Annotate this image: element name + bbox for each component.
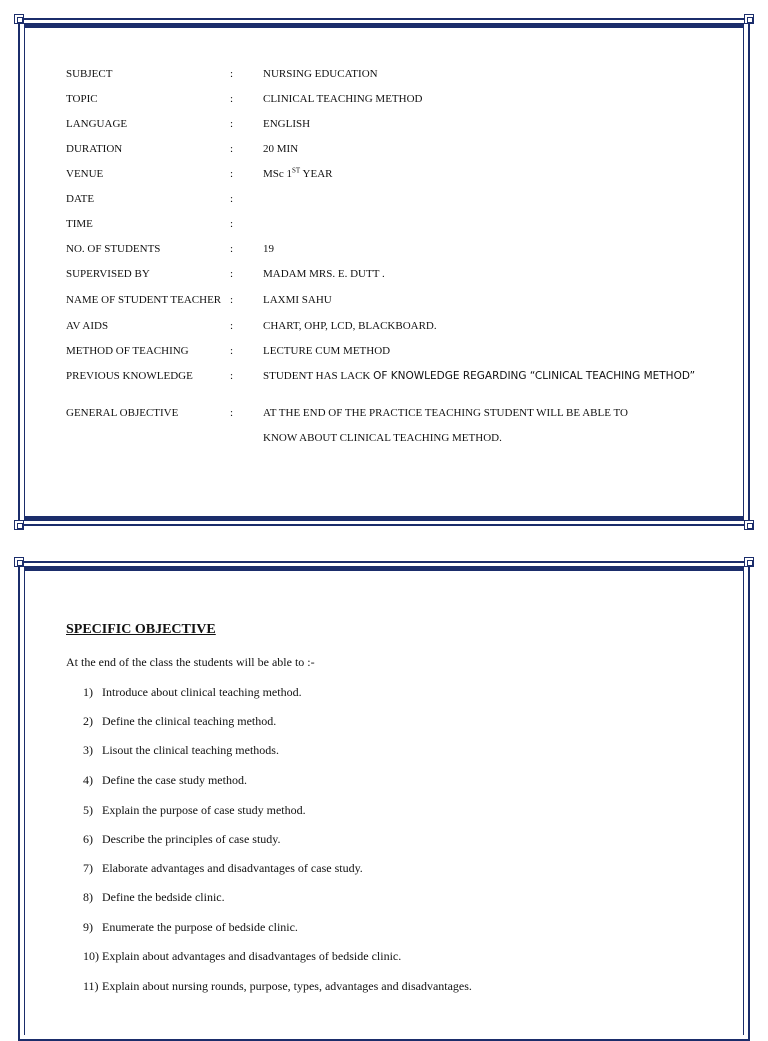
list-item-number: 1) (83, 685, 93, 699)
list-item-number: 8) (83, 890, 93, 904)
row-label: VENUE (66, 168, 104, 180)
previous-knowledge-value-part2: OF KNOWLEDGE REGARDING “CLINICAL TEACHING METHOD” (373, 370, 696, 382)
list-item-text: Explain about advantages and disadvantages of bedside clinic. (102, 949, 402, 963)
frame-corner-ornament (14, 520, 24, 530)
list-item (83, 832, 281, 847)
row-colon: : (230, 268, 234, 280)
row-label: DURATION (66, 143, 123, 155)
row-label: TOPIC (66, 93, 98, 105)
list-item-number: 7) (83, 861, 93, 875)
previous-knowledge-value-part1: STUDENT HAS LACK (263, 370, 374, 382)
list-item-number: 9) (83, 920, 93, 934)
row-label: TIME (66, 218, 93, 230)
row-label: METHOD OF TEACHING (66, 345, 189, 357)
venue-value-main: MSc 1 (263, 168, 293, 180)
list-item-text: Explain the purpose of case study method. (102, 803, 306, 817)
list-item (83, 979, 472, 994)
list-item (83, 685, 302, 700)
row-label: DATE (66, 193, 95, 205)
row-colon: : (230, 143, 234, 155)
frame-corner-ornament (14, 557, 24, 567)
list-item-text: Define the case study method. (102, 773, 247, 787)
row-colon: : (230, 320, 234, 332)
row-general-objective (20, 405, 748, 444)
row-value (263, 368, 695, 384)
list-item-text: Explain about nursing rounds, purpose, types, advantages and disadvantages. (102, 979, 472, 993)
row-student-teacher (20, 292, 748, 308)
row-previous-knowledge (20, 368, 748, 384)
section-intro: At the end of the class the students will be able to :- (66, 655, 315, 669)
row-value (263, 166, 333, 182)
row-colon: : (230, 193, 234, 205)
list-item-text: Enumerate the purpose of bedside clinic. (102, 920, 298, 934)
row-value: NURSING EDUCATION (263, 68, 378, 80)
list-item-text: Describe the principles of case study. (102, 832, 281, 846)
row-value: ENGLISH (263, 118, 311, 130)
row-duration (20, 141, 748, 157)
frame-corner-ornament (744, 557, 754, 567)
row-label: SUPERVISED BY (66, 268, 150, 280)
row-venue (20, 166, 748, 182)
row-av-aids (20, 318, 748, 334)
row-value-line1: AT THE END OF THE PRACTICE TEACHING STUDENT WILL BE ABLE TO (263, 407, 628, 419)
row-colon: : (230, 118, 234, 130)
list-item-text: Define the clinical teaching method. (102, 714, 277, 728)
row-supervised-by (20, 266, 748, 282)
frame-top-bar (24, 23, 744, 28)
list-item-number: 5) (83, 803, 93, 817)
section-title: SPECIFIC OBJECTIVE (66, 622, 216, 637)
row-no-of-students (20, 241, 748, 257)
row-label: SUBJECT (66, 68, 113, 80)
list-item (83, 773, 247, 788)
row-colon: : (230, 294, 234, 306)
frame-corner-ornament (744, 14, 754, 24)
list-item-text: Lisout the clinical teaching methods. (102, 743, 279, 757)
list-item (83, 949, 401, 964)
list-item (83, 743, 279, 758)
list-item-text: Elaborate advantages and disadvantages of case study. (102, 861, 363, 875)
row-label: PREVIOUS KNOWLEDGE (66, 370, 193, 382)
row-colon: : (230, 93, 234, 105)
row-method-of-teaching (20, 343, 748, 359)
row-time (20, 216, 748, 232)
row-label: NO. OF STUDENTS (66, 243, 161, 255)
venue-value-superscript: ST (292, 166, 301, 175)
row-label: NAME OF STUDENT TEACHER (66, 294, 222, 306)
row-date (20, 191, 748, 207)
list-item-number: 2) (83, 714, 93, 728)
list-item-number: 10) (83, 949, 99, 963)
venue-value-suffix: YEAR (300, 168, 333, 180)
list-item (83, 920, 298, 935)
row-colon: : (230, 243, 234, 255)
list-item (83, 890, 225, 905)
list-item (83, 714, 276, 729)
row-colon: : (230, 168, 234, 180)
row-value: LECTURE CUM METHOD (263, 345, 391, 357)
row-colon: : (230, 407, 234, 419)
row-language (20, 116, 748, 132)
frame-bottom-bar (24, 516, 744, 521)
specific-objective-frame (18, 561, 750, 1041)
list-item-text: Define the bedside clinic. (102, 890, 225, 904)
row-value: 19 (263, 243, 274, 255)
row-colon: : (230, 345, 234, 357)
frame-top-bar (24, 566, 744, 571)
list-item-number: 3) (83, 743, 93, 757)
frame-corner-ornament (744, 520, 754, 530)
frame-corner-ornament (14, 14, 24, 24)
list-item-number: 4) (83, 773, 93, 787)
row-colon: : (230, 218, 234, 230)
row-value: CLINICAL TEACHING METHOD (263, 93, 423, 105)
list-item (83, 861, 363, 876)
row-label: LANGUAGE (66, 118, 128, 130)
row-value: MADAM MRS. E. DUTT . (263, 268, 385, 280)
row-value-line2: KNOW ABOUT CLINICAL TEACHING METHOD. (263, 432, 502, 444)
row-topic (20, 91, 748, 107)
lesson-plan-frame (18, 18, 750, 526)
row-value: LAXMI SAHU (263, 294, 332, 306)
row-value: CHART, OHP, LCD, BLACKBOARD. (263, 320, 437, 332)
list-item-text: Introduce about clinical teaching method. (102, 685, 302, 699)
list-item (83, 803, 306, 818)
row-label: AV AIDS (66, 320, 109, 332)
list-item-number: 6) (83, 832, 93, 846)
row-colon: : (230, 68, 234, 80)
list-item-number: 11) (83, 979, 99, 993)
row-subject (20, 66, 748, 82)
row-label: GENERAL OBJECTIVE (66, 407, 179, 419)
row-colon: : (230, 370, 234, 382)
row-value: 20 MIN (263, 143, 299, 155)
